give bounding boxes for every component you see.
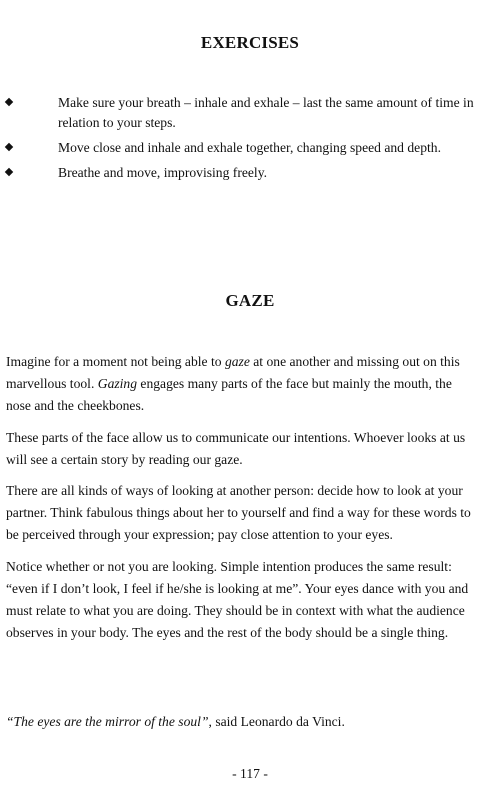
diamond-bullet-icon bbox=[5, 168, 13, 176]
quote bbox=[6, 711, 476, 733]
gaze-body bbox=[6, 351, 472, 653]
exercises-heading: EXERCISES bbox=[200, 33, 300, 52]
gaze-heading: GAZE bbox=[225, 291, 275, 310]
emphasis-text: gaze bbox=[224, 354, 250, 369]
list-item bbox=[0, 93, 500, 133]
paragraph: These parts of the face allow us to communicate our intentions. Whoever looks at us will see a certain story by reading our gaze. bbox=[6, 429, 466, 467]
page-number: - 117 - bbox=[232, 766, 268, 781]
paragraph: There are all kinds of ways of looking at another person: decide how to look at your partner. Think fabulous things about her to yourself and find a way for these words to be perceived through your expression; pay close attention to your eyes. bbox=[6, 483, 471, 543]
paragraph: Notice whether or not you are looking. Simple intention produces the same result: “even if I don’t look, I feel if he/she is looking at me”. Your eyes dance with you and must relate to what you are doing. They should be in context with what the audience observes in your body. The eyes and the rest of the body should be a single thing. bbox=[6, 558, 469, 641]
emphasis-text: Gazing bbox=[97, 376, 138, 392]
list-item bbox=[0, 138, 500, 158]
diamond-bullet-icon bbox=[5, 98, 13, 106]
diamond-bullet-icon bbox=[5, 143, 13, 151]
exercises-list bbox=[0, 93, 500, 188]
list-item bbox=[0, 163, 500, 183]
quote-text: “The eyes are the mirror of the soul” bbox=[6, 714, 209, 729]
list-item-text: Move close and inhale and exhale together, changing speed and depth. bbox=[58, 140, 441, 155]
paragraph-text: engages many parts of the face but mainly the mouth, the nose and the cheekbones. bbox=[6, 376, 452, 414]
paragraph-text: Imagine for a moment not being able to bbox=[6, 354, 225, 369]
list-item-text: Breathe and move, improvising freely. bbox=[58, 165, 268, 180]
paragraph bbox=[6, 351, 472, 418]
quote-attribution: , said Leonardo da Vinci. bbox=[208, 714, 345, 729]
paragraph-text: at one another and missing out on this marvellous tool. bbox=[6, 354, 460, 392]
list-item-text: Make sure your breath – inhale and exhale – last the same amount of time in relation to your steps. bbox=[58, 95, 474, 130]
